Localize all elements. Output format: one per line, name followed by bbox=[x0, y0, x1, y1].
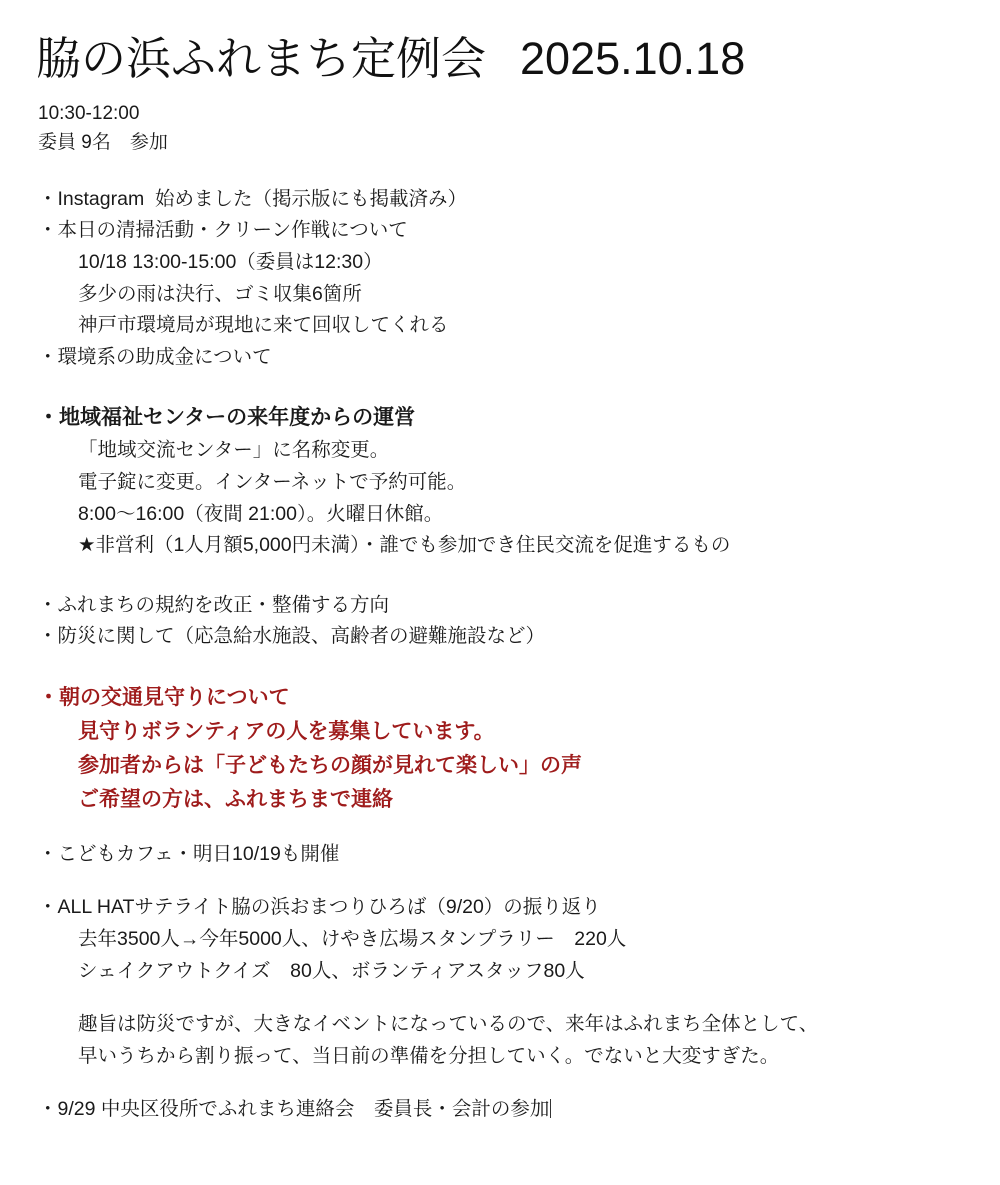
list-item-detail: シェイクアウトクイズ 80人、ボランティアスタッフ80人 bbox=[78, 959, 585, 982]
spacer bbox=[38, 562, 1000, 590]
meeting-time: 10:30-12:00 bbox=[38, 103, 140, 124]
section-8 bbox=[38, 1094, 1000, 1126]
section-4-highlight bbox=[38, 681, 1000, 817]
page-title: 脇の浜ふれまち定例会 bbox=[36, 33, 487, 84]
list-item-detail: ★非営利（1人月額5,000円未満）・誰でも参加でき住民交流を促進するもの bbox=[78, 534, 731, 557]
paragraph-line: 趣旨は防災ですが、大きなイベントになっているので、来年はふれまち全体として、 bbox=[78, 1013, 819, 1036]
highlight-heading: ・朝の交通見守りについて bbox=[38, 685, 290, 709]
section-2 bbox=[38, 401, 1000, 561]
section-5 bbox=[38, 839, 1000, 871]
section-1 bbox=[38, 184, 1000, 373]
meeting-attendance: 委員 9名 参加 bbox=[38, 132, 168, 154]
meeting-meta bbox=[0, 99, 1000, 158]
spacer bbox=[38, 817, 1000, 839]
text-cursor bbox=[550, 1099, 551, 1118]
list-item-text: ・9/29 中央区役所でふれまち連絡会 委員長・会計の参加 bbox=[38, 1098, 550, 1121]
list-item-detail: 電子錠に変更。インターネットで予約可能。 bbox=[78, 470, 467, 493]
highlight-detail: 見守りボランティアの人を募集しています。 bbox=[78, 719, 495, 743]
list-item bbox=[38, 1094, 1000, 1126]
spacer bbox=[38, 1072, 1000, 1094]
list-item: ・環境系の助成金について bbox=[38, 345, 272, 368]
list-item: ・ALL HATサテライト脇の浜おまつりひろば（9/20）の振り返り bbox=[38, 896, 601, 919]
highlight-detail: 参加者からは「子どもたちの顔が見れて楽しい」の声 bbox=[78, 753, 582, 777]
section-7 bbox=[38, 1009, 1000, 1072]
list-item: ・こどもカフェ・明日10/19も開催 bbox=[38, 842, 340, 865]
list-item-detail: 「地域交流センター」に名称変更。 bbox=[78, 439, 390, 462]
list-item-detail: 10/18 13:00-15:00（委員は12:30） bbox=[78, 251, 383, 274]
list-item: ・ふれまちの規約を改正・整備する方向 bbox=[38, 593, 390, 616]
list-item-detail: 8:00〜16:00（夜間 21:00）。火曜日休館。 bbox=[78, 502, 444, 525]
document-header bbox=[0, 0, 1000, 87]
list-item: ・Instagram 始めました（掲示版にも掲載済み） bbox=[38, 187, 468, 210]
list-item-detail: 多少の雨は決行、ゴミ収集6箇所 bbox=[78, 282, 362, 305]
document-body bbox=[0, 184, 1000, 1126]
list-item: ・本日の清掃活動・クリーン作戦について bbox=[38, 219, 408, 242]
list-item-detail: 去年3500人→今年5000人、けやき広場スタンプラリー 220人 bbox=[78, 928, 627, 951]
paragraph-line: 早いうちから割り振って、当日前の準備を分担していく。でないと大変すぎた。 bbox=[78, 1044, 780, 1067]
spacer bbox=[38, 870, 1000, 892]
section-heading: ・地域福祉センターの来年度からの運営 bbox=[38, 406, 416, 430]
highlight-detail: ご希望の方は、ふれまちまで連絡 bbox=[78, 787, 393, 811]
spacer bbox=[38, 653, 1000, 681]
meeting-date: 2025.10.18 bbox=[520, 33, 746, 84]
section-6 bbox=[38, 892, 1000, 987]
spacer bbox=[38, 987, 1000, 1009]
list-item: ・防災に関して（応急給水施設、高齢者の避難施設など） bbox=[38, 625, 546, 648]
spacer bbox=[38, 373, 1000, 401]
section-3 bbox=[38, 590, 1000, 653]
list-item-detail: 神戸市環境局が現地に来て回収してくれる bbox=[78, 314, 449, 337]
